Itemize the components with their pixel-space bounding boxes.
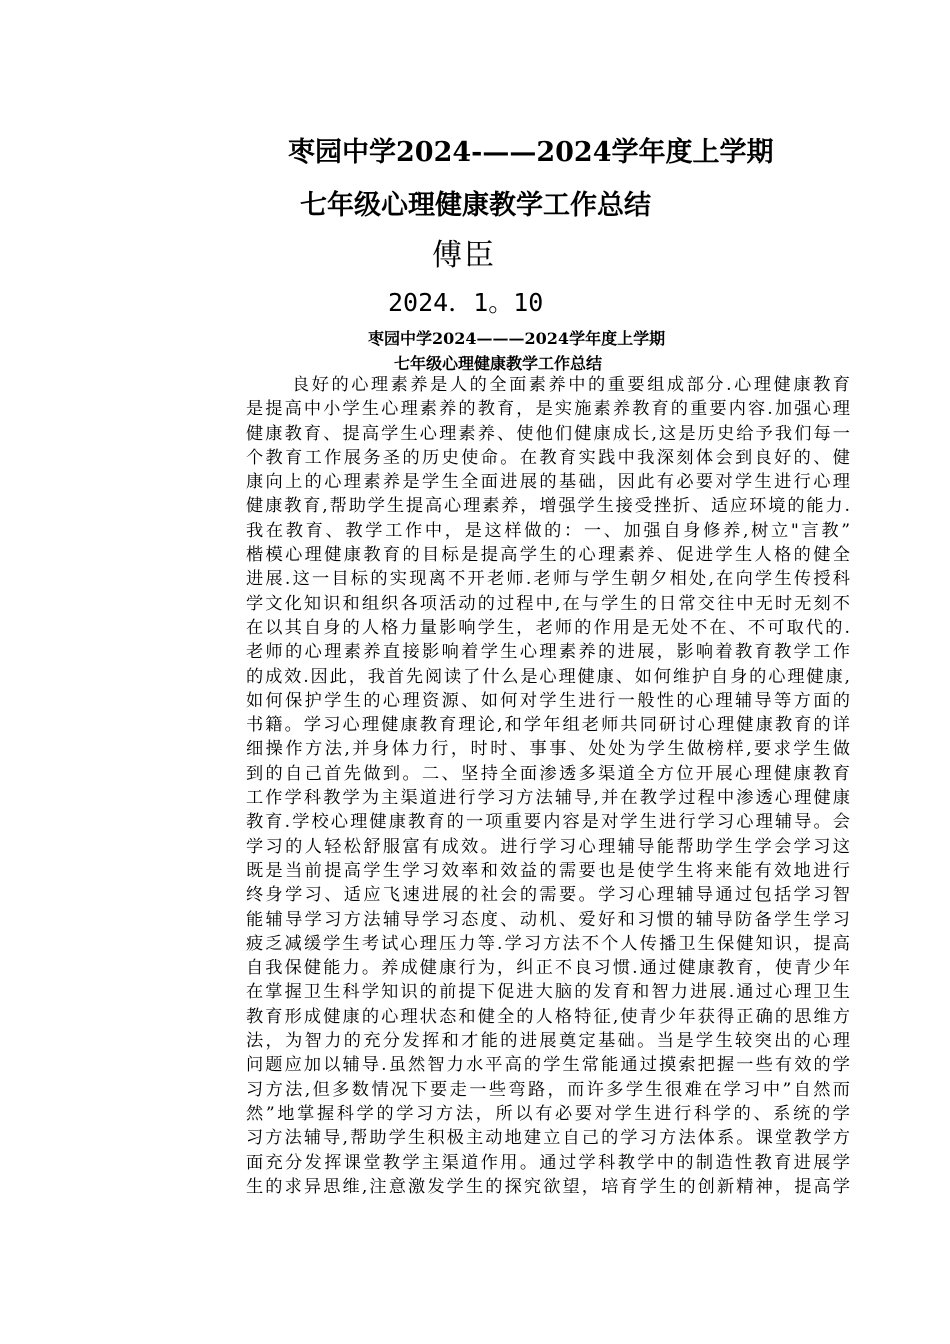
cover-title-line-2: 七年级心理健康教学工作总结	[300, 190, 651, 221]
body-text-line: 法，为智力的充分发挥和才能的进展奠定基础。当是学生较突出的心理	[246, 1031, 850, 1052]
body-text-line: 细操作方法,并身体力行，时时、事事、处处为学生做榜样,要求学生做	[246, 739, 850, 760]
body-text-line: 然”地掌握科学的学习方法，所以有必要对学生进行科学的、系统的学	[246, 1103, 850, 1124]
body-text-line: 我在教育、教学工作中，是这样做的：一、加强自身修养,树立"言教”	[246, 520, 850, 541]
document-date: 2024．1。10	[388, 288, 544, 317]
body-text-line: 在掌握卫生科学知识的前提下促进大脑的发育和智力进展.通过心理卫生	[246, 982, 850, 1003]
body-text-line: 的成效.因此，我首先阅读了什么是心理健康、如何维护自身的心理健康,	[246, 666, 850, 687]
body-text-line: 健康教育,帮助学生提高心理素养，增强学生接受挫折、适应环境的能力.	[246, 496, 850, 517]
body-text-line: 习方法,但多数情况下要走一些弯路，而许多学生很难在学习中”自然而	[246, 1079, 850, 1100]
body-text-line: 康向上的心理素养是学生全面进展的基础，因此有必要对学生进行心理	[246, 472, 850, 493]
body-text-line: 终身学习、适应飞速进展的社会的需要。学习心理辅导通过包括学习智	[246, 885, 850, 906]
body-text-line: 自我保健能力。养成健康行为，纠正不良习惯.通过健康教育，使青少年	[246, 958, 850, 979]
body-text-line: 个教育工作展务圣的历史使命。在教育实践中我深刻体会到良好的、健	[246, 447, 850, 468]
body-text-line: 到的自己首先做到。二、坚持全面渗透多渠道全方位开展心理健康教育	[246, 763, 850, 784]
document-heading-line-2: 七年级心理健康教学工作总结	[394, 354, 603, 373]
body-text-line: 工作学科教学为主渠道进行学习方法辅导,并在教学过程中渗透心理健康	[246, 788, 850, 809]
body-text-line: 既是当前提高学生学习效率和效益的需要也是使学生将来能有效地进行	[246, 860, 850, 881]
body-text-line: 疲乏减缓学生考试心理压力等.学习方法不个人传播卫生保健知识，提高	[246, 933, 850, 954]
body-text-line: 楷模心理健康教育的目标是提高学生的心理素养、促进学生人格的健全	[246, 545, 850, 566]
body-text-line: 学习的人轻松舒服富有成效。进行学习心理辅导能帮助学生学会学习这	[246, 836, 850, 857]
body-text-line: 习方法辅导,帮助学生积极主动地建立自己的学习方法体系。课堂教学方	[246, 1128, 850, 1149]
body-text-line: 老师的心理素养直接影响着学生心理素养的进展，影响着教育教学工作	[246, 642, 850, 663]
document-heading-line-1: 枣园中学2024———2024学年度上学期	[368, 329, 666, 348]
body-text-line: 书籍。学习心理健康教育理论,和学年组老师共同研讨心理健康教育的详	[246, 715, 850, 736]
body-text-line: 是提高中小学生心理素养的教育，是实施素养教育的重要内容.加强心理	[246, 399, 850, 420]
body-text-line: 良好的心理素养是人的全面素养中的重要组成部分.心理健康教育	[292, 375, 850, 395]
body-text-line: 问题应加以辅导.虽然智力水平高的学生常能通过摸索把握一些有效的学	[246, 1055, 850, 1076]
body-text-line: 生的求异思维,注意激发学生的探究欲望，培育学生的创新精神，提高学	[246, 1176, 850, 1197]
body-text-line: 如何保护学生的心理资源、如何对学生进行一般性的心理辅导等方面的	[246, 690, 850, 711]
document-body	[246, 373, 850, 1199]
body-text-line: 学文化知识和组织各项活动的过程中,在与学生的日常交往中无时无刻不	[246, 593, 850, 614]
body-text-line: 进展.这一目标的实现离不开老师.老师与学生朝夕相处,在向学生传授科	[246, 569, 850, 590]
body-text-line: 教育形成健康的心理状态和健全的人格特征,使青少年获得正确的思维方	[246, 1006, 850, 1027]
body-text-line: 面充分发挥课堂教学主渠道作用。通过学科教学中的制造性教育进展学	[246, 1152, 850, 1173]
author-name: 傅臣	[432, 238, 496, 273]
body-text-line: 在以其自身的人格力量影响学生，老师的作用是无处不在、不可取代的.	[246, 617, 850, 638]
body-text-line: 健康教育、提高学生心理素养、使他们健康成长,这是历史给予我们每一	[246, 423, 850, 444]
cover-title-line-1: 枣园中学2024-——2024学年度上学期	[288, 137, 774, 168]
body-text-line: 教育.学校心理健康教育的一项重要内容是对学生进行学习心理辅导。会	[246, 812, 850, 833]
body-text-line: 能辅导学习方法辅导学习态度、动机、爱好和习惯的辅导防备学生学习	[246, 909, 850, 930]
